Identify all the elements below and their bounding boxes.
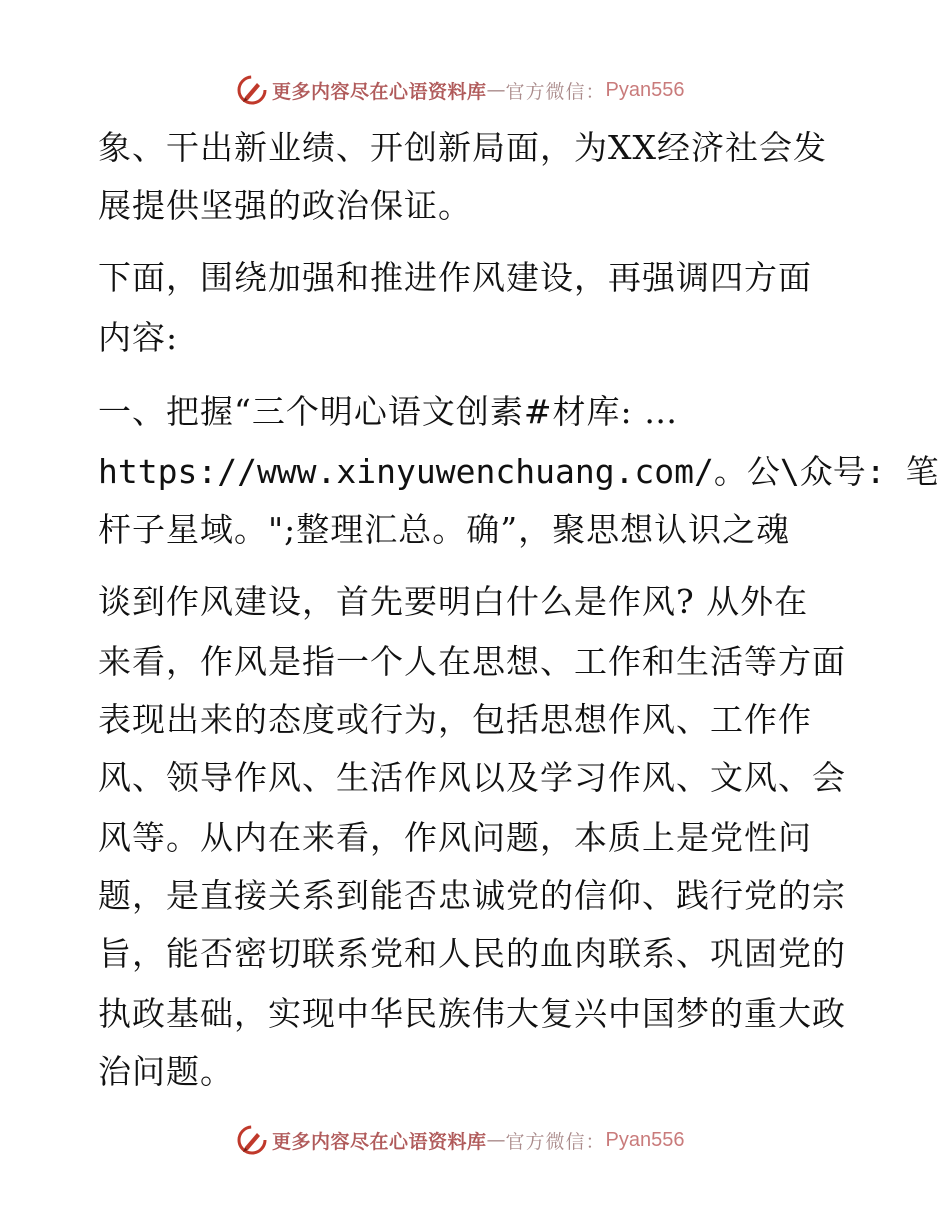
body-line: 象、干出新业绩、开创新局面，为XX经济社会发 bbox=[98, 128, 827, 167]
body-line: 展提供坚强的政治保证。 bbox=[98, 186, 472, 225]
site-slogan: 更多内容尽在心语资料库 bbox=[272, 1130, 487, 1153]
body-line: 题，是直接关系到能否忠诚党的信仰、践行党的宗 bbox=[98, 876, 846, 915]
body-line: 旨，能否密切联系党和人民的血肉联系、巩固党的 bbox=[98, 934, 846, 973]
footer-banner[interactable] bbox=[236, 1122, 706, 1158]
body-line: 表现出来的态度或行为，包括思想作风、工作作 bbox=[98, 700, 812, 739]
body-line: 风等。从内在来看，作风问题，本质上是党性问 bbox=[98, 818, 812, 857]
section-heading-line: 杆子星域。";整理汇总。确”，聚思想认识之魂 bbox=[98, 510, 791, 549]
header-banner[interactable] bbox=[236, 72, 706, 108]
wechat-id: Pyan556 bbox=[605, 78, 685, 101]
pen-logo-icon bbox=[236, 74, 268, 106]
banner-separator: — bbox=[486, 1129, 506, 1151]
site-slogan: 更多内容尽在心语资料库 bbox=[272, 80, 487, 103]
pen-logo-icon bbox=[236, 1124, 268, 1156]
url-line: https://www.xinyuwenchuang.com/。公\众号: 笔 bbox=[98, 452, 939, 491]
body-line: 内容: bbox=[98, 318, 179, 357]
body-line: 风、领导作风、生活作风以及学习作风、文风、会 bbox=[98, 758, 846, 797]
banner-separator: — bbox=[486, 79, 506, 101]
body-line: 下面，围绕加强和推进作风建设，再强调四方面 bbox=[98, 258, 812, 297]
wechat-label: 官方微信： bbox=[505, 1130, 606, 1153]
wechat-id: Pyan556 bbox=[605, 1128, 685, 1151]
body-line: 治问题。 bbox=[98, 1052, 234, 1091]
section-heading-line: 一、把握“三个明心语文创素#材库: … bbox=[98, 392, 679, 431]
body-line: 来看，作风是指一个人在思想、工作和生活等方面 bbox=[98, 642, 846, 681]
wechat-label: 官方微信： bbox=[505, 80, 606, 103]
body-line: 谈到作风建设，首先要明白什么是作风? 从外在 bbox=[98, 582, 809, 621]
body-line: 执政基础，实现中华民族伟大复兴中国梦的重大政 bbox=[98, 994, 846, 1033]
